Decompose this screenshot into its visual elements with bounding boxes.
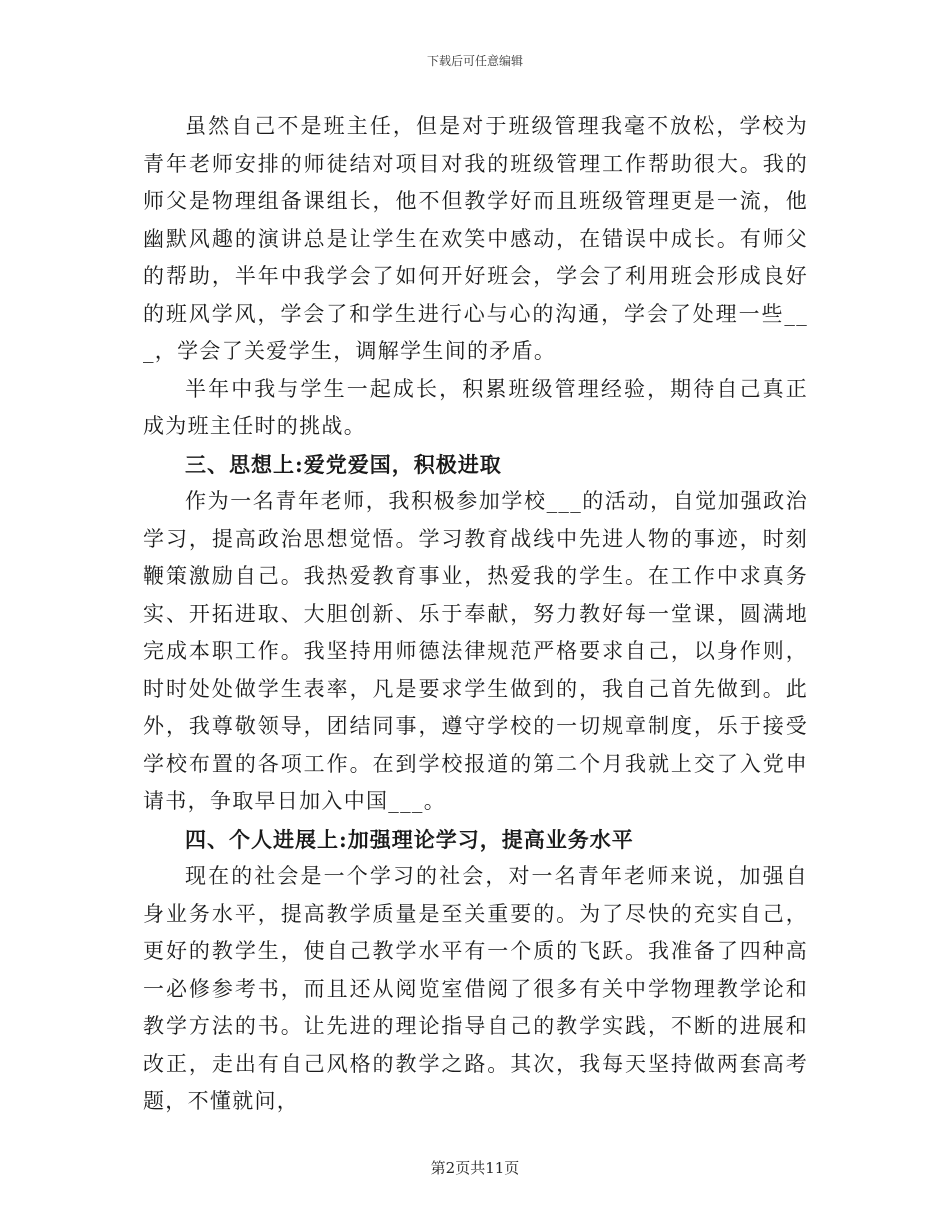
paragraph-growth: 半年中我与学生一起成长，积累班级管理经验，期待自己真正成为班主任时的挑战。 [143,376,808,438]
section-heading-ideology: 三、思想上:爱党爱国，积极进取 [185,451,502,477]
paragraph-class-management: 虽然自己不是班主任，但是对于班级管理我毫不放松，学校为青年老师安排的师徒结对项目对我的班级管理工作帮助很大。我的师父是物理组备课组长，他不但教学好而且班级管理更是一流，他幽默风趣的演讲总是让学生在欢笑中感动，在错误中成长。有师父的帮助，半年中我学会了如何开好班会，学会了利用班会形成良好的班风学风，学会了和学生进行心与心的沟通，学会了处理一些___，学会了关爱学生，调解学生间的矛盾。 [143,114,808,363]
section-heading-personal-development: 四、个人进展上:加强理论学习，提高业务水平 [185,826,634,852]
paragraph-ideology: 作为一名青年老师，我积极参加学校___的活动，自觉加强政治学习，提高政治思想觉悟。学习教育战线中先进人物的事迹，时刻鞭策激励自己。我热爱教育事业，热爱我的学生。在工作中求真务实、开拓进取、大胆创新、乐于奉献，努力教好每一堂课，圆满地完成本职工作。我坚持用师德法律规范严格要求自己，以身作则，时时处处做学生表率，凡是要求学生做到的，我自己首先做到。此外，我尊敬领导，团结同事，遵守学校的一切规章制度，乐于接受学校布置的各项工作。在到学校报道的第二个月我就上交了入党申请书，争取早日加入中国___。 [143,489,808,813]
page-number: 第2页共11页 [430,1159,520,1177]
header-note: 下载后可任意编辑 [426,54,523,68]
paragraph-personal-development: 现在的社会是一个学习的社会，对一名青年老师来说，加强自身业务水平，提高教学质量是至关重要的。为了尽快的充实自己，更好的教学生，使自己教学水平有一个质的飞跃。我准备了四种高一必修参考书，而且还从阅览室借阅了很多有关中学物理教学论和教学方法的书。让先进的理论指导自己的教学实践，不断的进展和改正，走出有自己风格的教学之路。其次，我每天坚持做两套高考题，不懂就问， [143,864,808,1113]
document-body [143,108,808,1121]
